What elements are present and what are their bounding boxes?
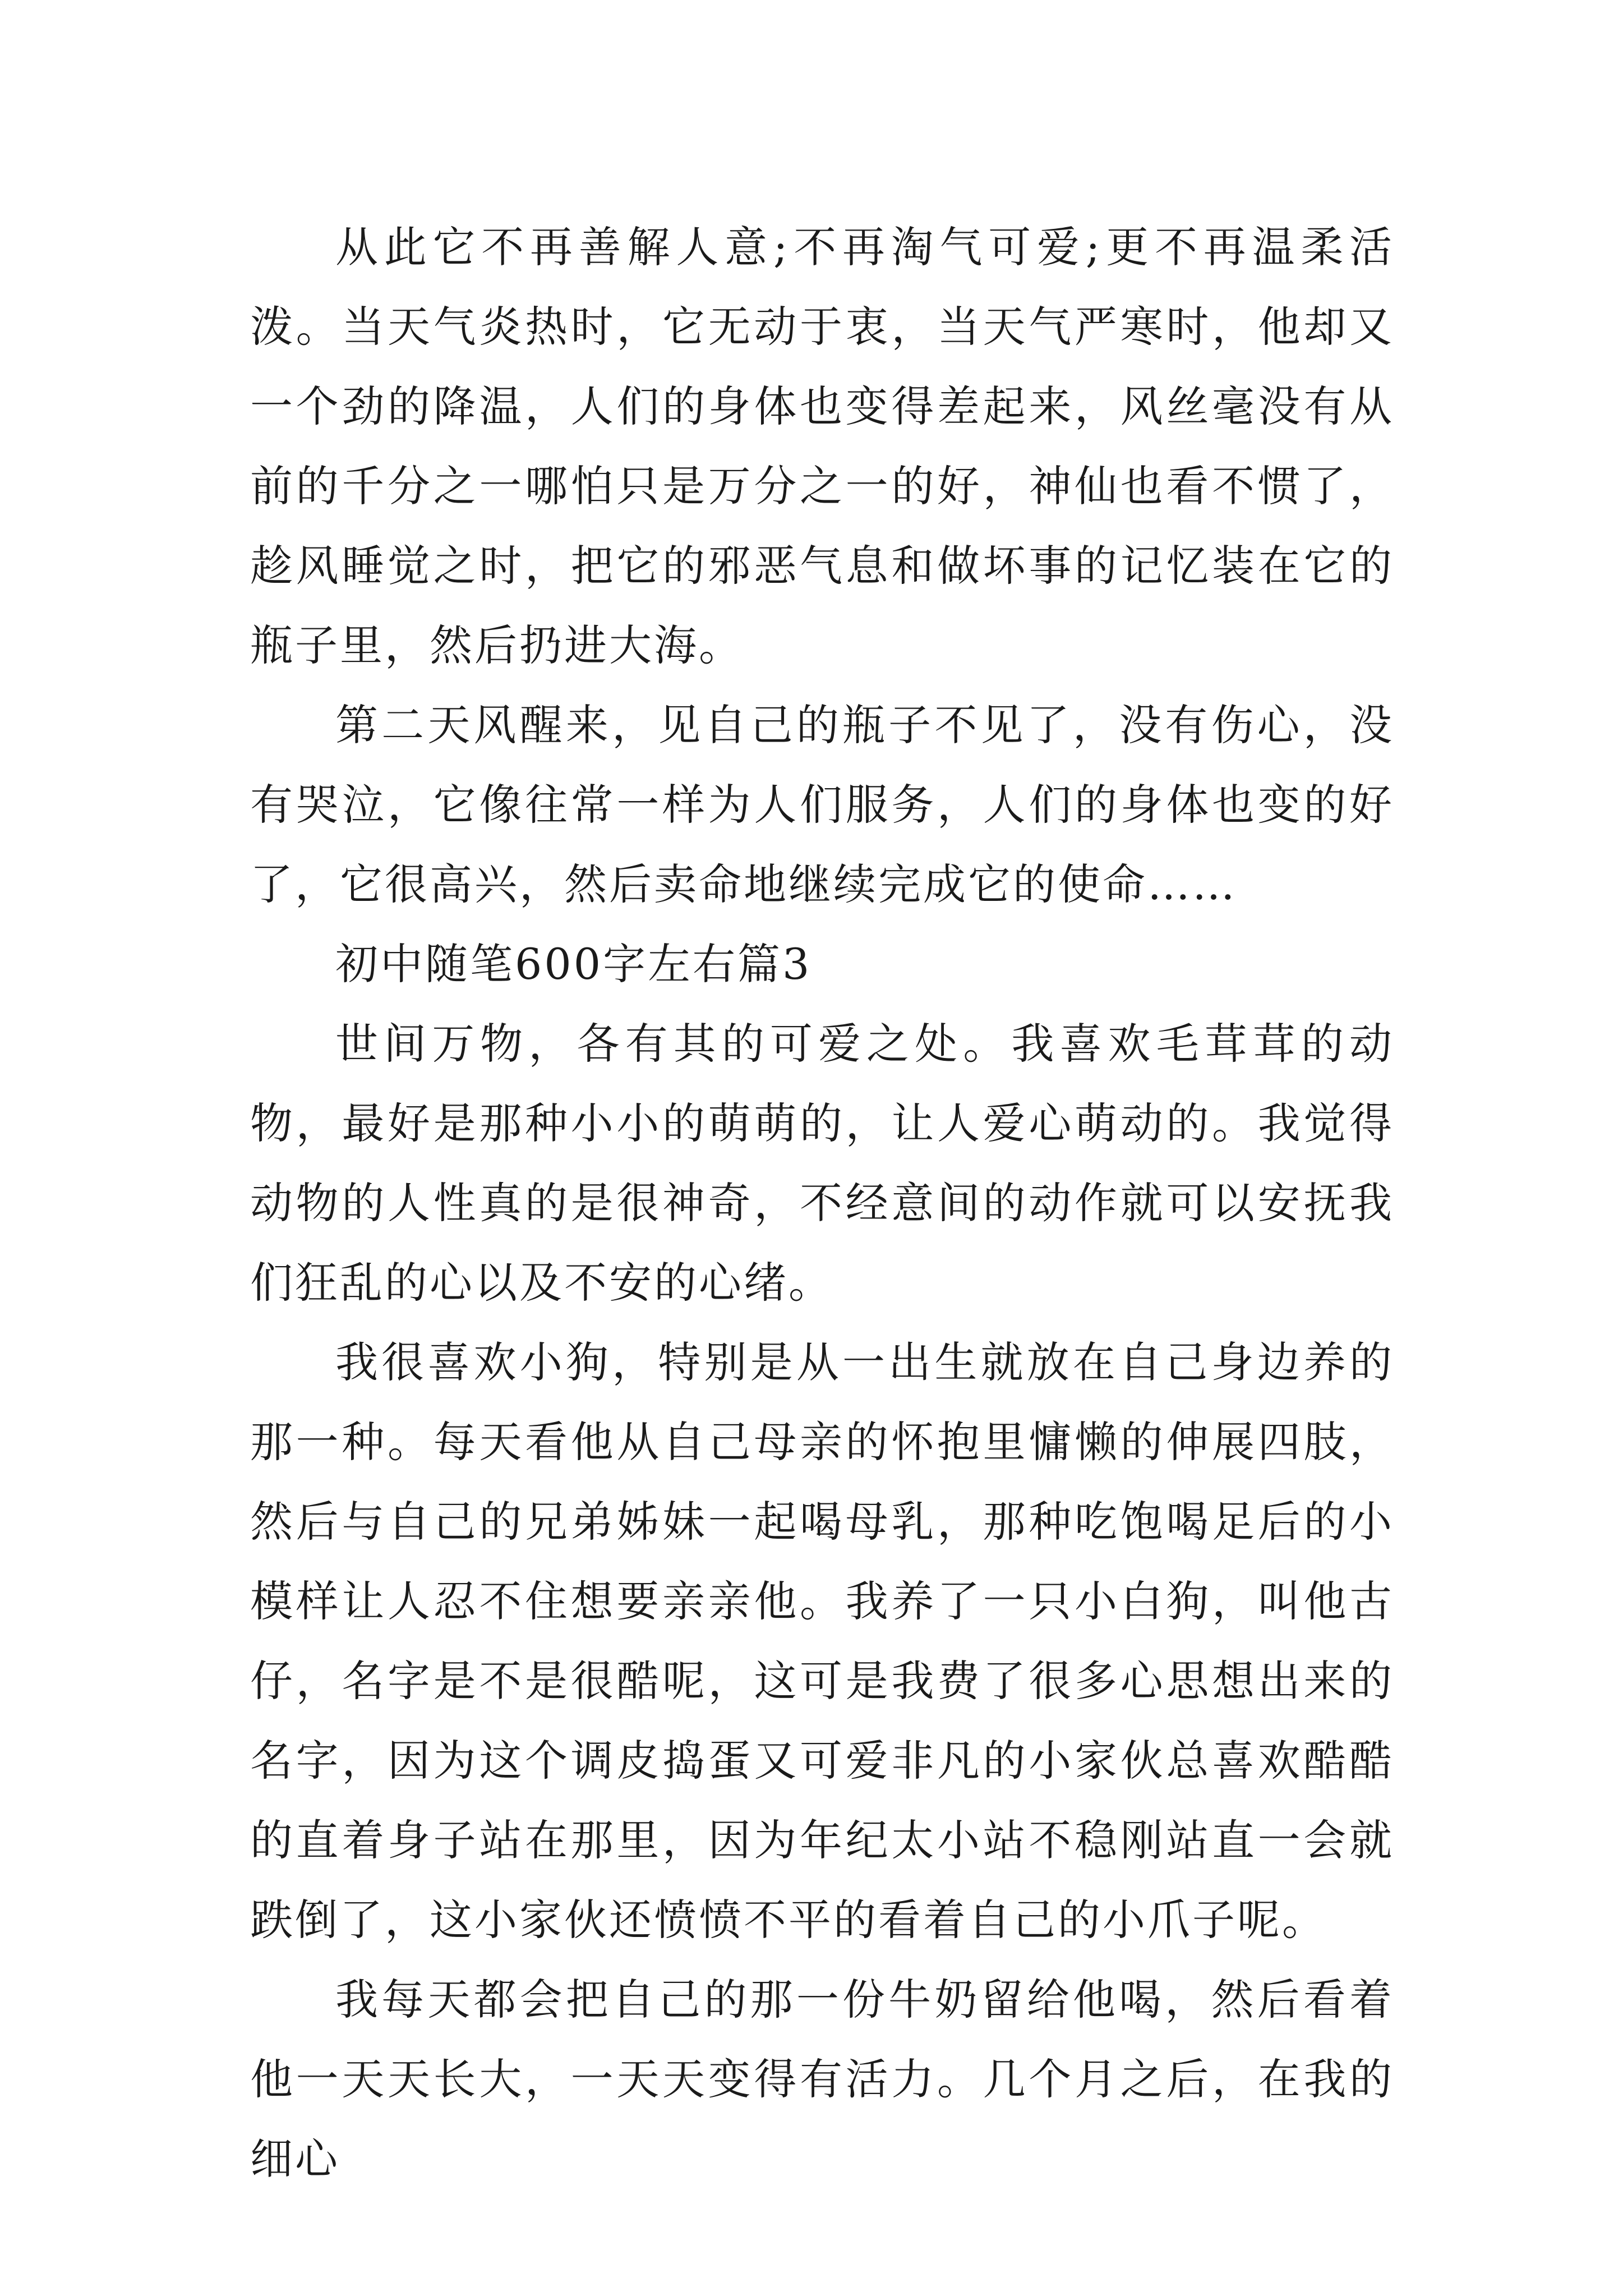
- section-heading: 初中随笔600字左右篇3: [335, 939, 812, 989]
- paragraph: 世间万物，各有其的可爱之处。我喜欢毛茸茸的动物，最好是那种小小的萌萌的，让人爱心萌动的。我觉得动物的人性真的是很神奇，不经意间的动作就可以安抚我们狂乱的心以及不安的心绪。: [250, 1019, 1394, 1308]
- paragraph: 从此它不再善解人意;不再淘气可爱;更不再温柔活泼。当天气炎热时，它无动于衷，当天气严寒时，他却又一个劲的降温，人们的身体也变得差起来，风丝毫没有从前的千分之一哪怕只是万分之一的好，神仙也看不惯了，趁风睡觉之时，把它的邪恶气息和做坏事的记忆装在它的瓶子里，然后扔进大海。: [250, 222, 1394, 670]
- document-body: [250, 208, 1394, 2199]
- paragraph: 第二天风醒来，见自己的瓶子不见了，没有伤心，没有哭泣，它像往常一样为人们服务，人们的身体也变的好了，它很高兴，然后卖命地继续完成它的使命……: [250, 700, 1394, 909]
- paragraph: 我每天都会把自己的那一份牛奶留给他喝，然后看着他一天天长大，一天天变得有活力。几个月之后，在我的细心: [250, 1975, 1394, 2184]
- paragraph: 我很喜欢小狗，特别是从一出生就放在自己身边养的那一种。每天看他从自己母亲的怀抱里慵懒的伸展四肢，然后与自己的兄弟姊妹一起喝母乳，那种吃饱喝足后的小模样让人忍不住想要亲亲他。我养了一只小白狗，叫他古仔，名字是不是很酷呢，这可是我费了很多心思想出来的名字，因为这个调皮捣蛋又可爱非凡的小家伙总喜欢酷酷的直着身子站在那里，因为年纪太小站不稳刚站直一会就跌倒了，这小家伙还愤愤不平的看着自己的小爪子呢。: [250, 1337, 1394, 1945]
